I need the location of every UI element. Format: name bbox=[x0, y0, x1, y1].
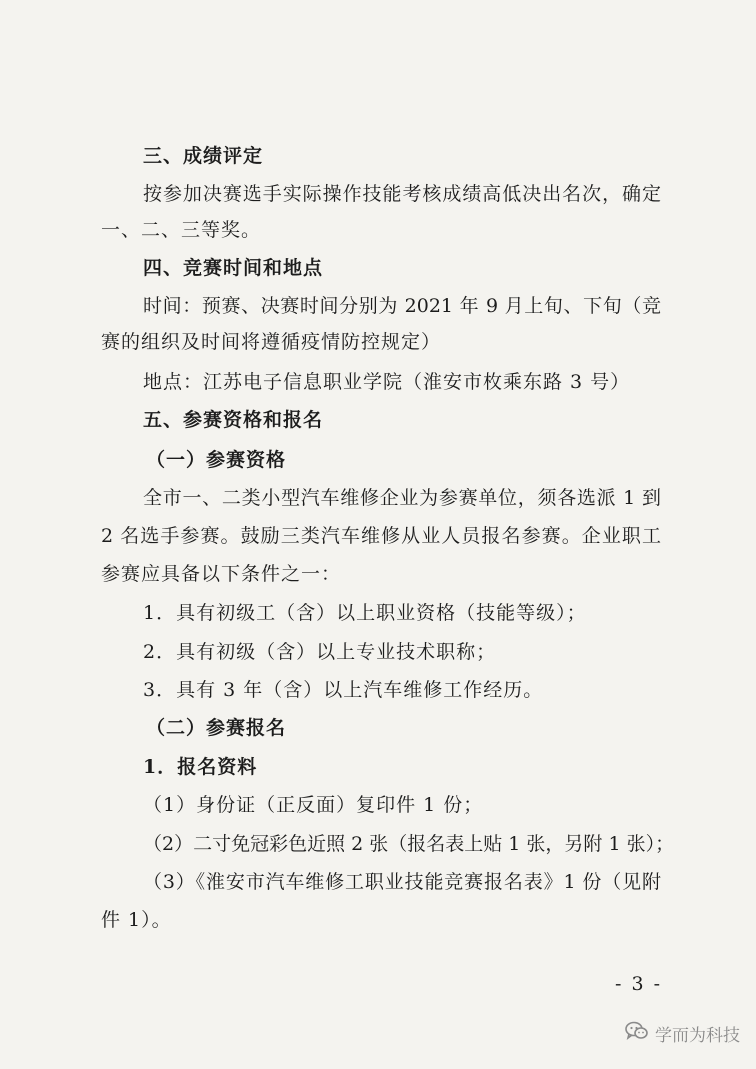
paragraph-line: 时间：预赛、决赛时间分别为 2021 年 9 月上旬、下旬（竞 bbox=[143, 295, 661, 317]
paragraph-line: 按参加决赛选手实际操作技能考核成绩高低决出名次，确定 bbox=[143, 183, 661, 205]
paragraph-line: 一、二、三等奖。 bbox=[101, 219, 262, 241]
list-item: 2．具有初级（含）以上专业技术职称； bbox=[143, 641, 497, 663]
section-heading-time: 四、竞赛时间和地点 bbox=[143, 257, 324, 279]
page-number: - 3 - bbox=[615, 973, 663, 995]
list-item: （1）身份证（正反面）复印件 1 份； bbox=[143, 794, 484, 816]
subsection-heading-registration: （二）参赛报名 bbox=[146, 717, 287, 739]
list-item: 3．具有 3 年（含）以上汽车维修工作经历。 bbox=[143, 679, 544, 701]
paragraph-line: 地点：江苏电子信息职业学院（淮安市枚乘东路 3 号） bbox=[143, 371, 631, 393]
watermark bbox=[625, 1021, 740, 1046]
section-heading-score: 三、成绩评定 bbox=[143, 145, 264, 167]
list-item: （3）《淮安市汽车维修工职业技能竞赛报名表》1 份（见附 bbox=[143, 871, 661, 893]
list-item: （2）二寸免冠彩色近照 2 张（报名表上贴 1 张，另附 1 张）； bbox=[143, 833, 675, 855]
paragraph-line: 赛的组织及时间将遵循疫情防控规定） bbox=[101, 331, 442, 353]
list-item: 件 1）。 bbox=[101, 909, 172, 931]
item-heading-materials: 1．报名资料 bbox=[143, 756, 258, 778]
subsection-heading-qualification: （一）参赛资格 bbox=[146, 449, 287, 471]
wechat-icon bbox=[625, 1021, 649, 1046]
section-heading-qualification: 五、参赛资格和报名 bbox=[143, 409, 324, 431]
paragraph-line: 参赛应具备以下条件之一： bbox=[101, 563, 342, 585]
watermark-text: 学而为科技 bbox=[655, 1026, 740, 1046]
paragraph-line: 2 名选手参赛。鼓励三类汽车维修从业人员报名参赛。企业职工 bbox=[101, 525, 661, 547]
list-item: 1．具有初级工（含）以上职业资格（技能等级）； bbox=[143, 602, 587, 624]
paragraph-line: 全市一、二类小型汽车维修企业为参赛单位，须各选派 1 到 bbox=[143, 487, 661, 509]
